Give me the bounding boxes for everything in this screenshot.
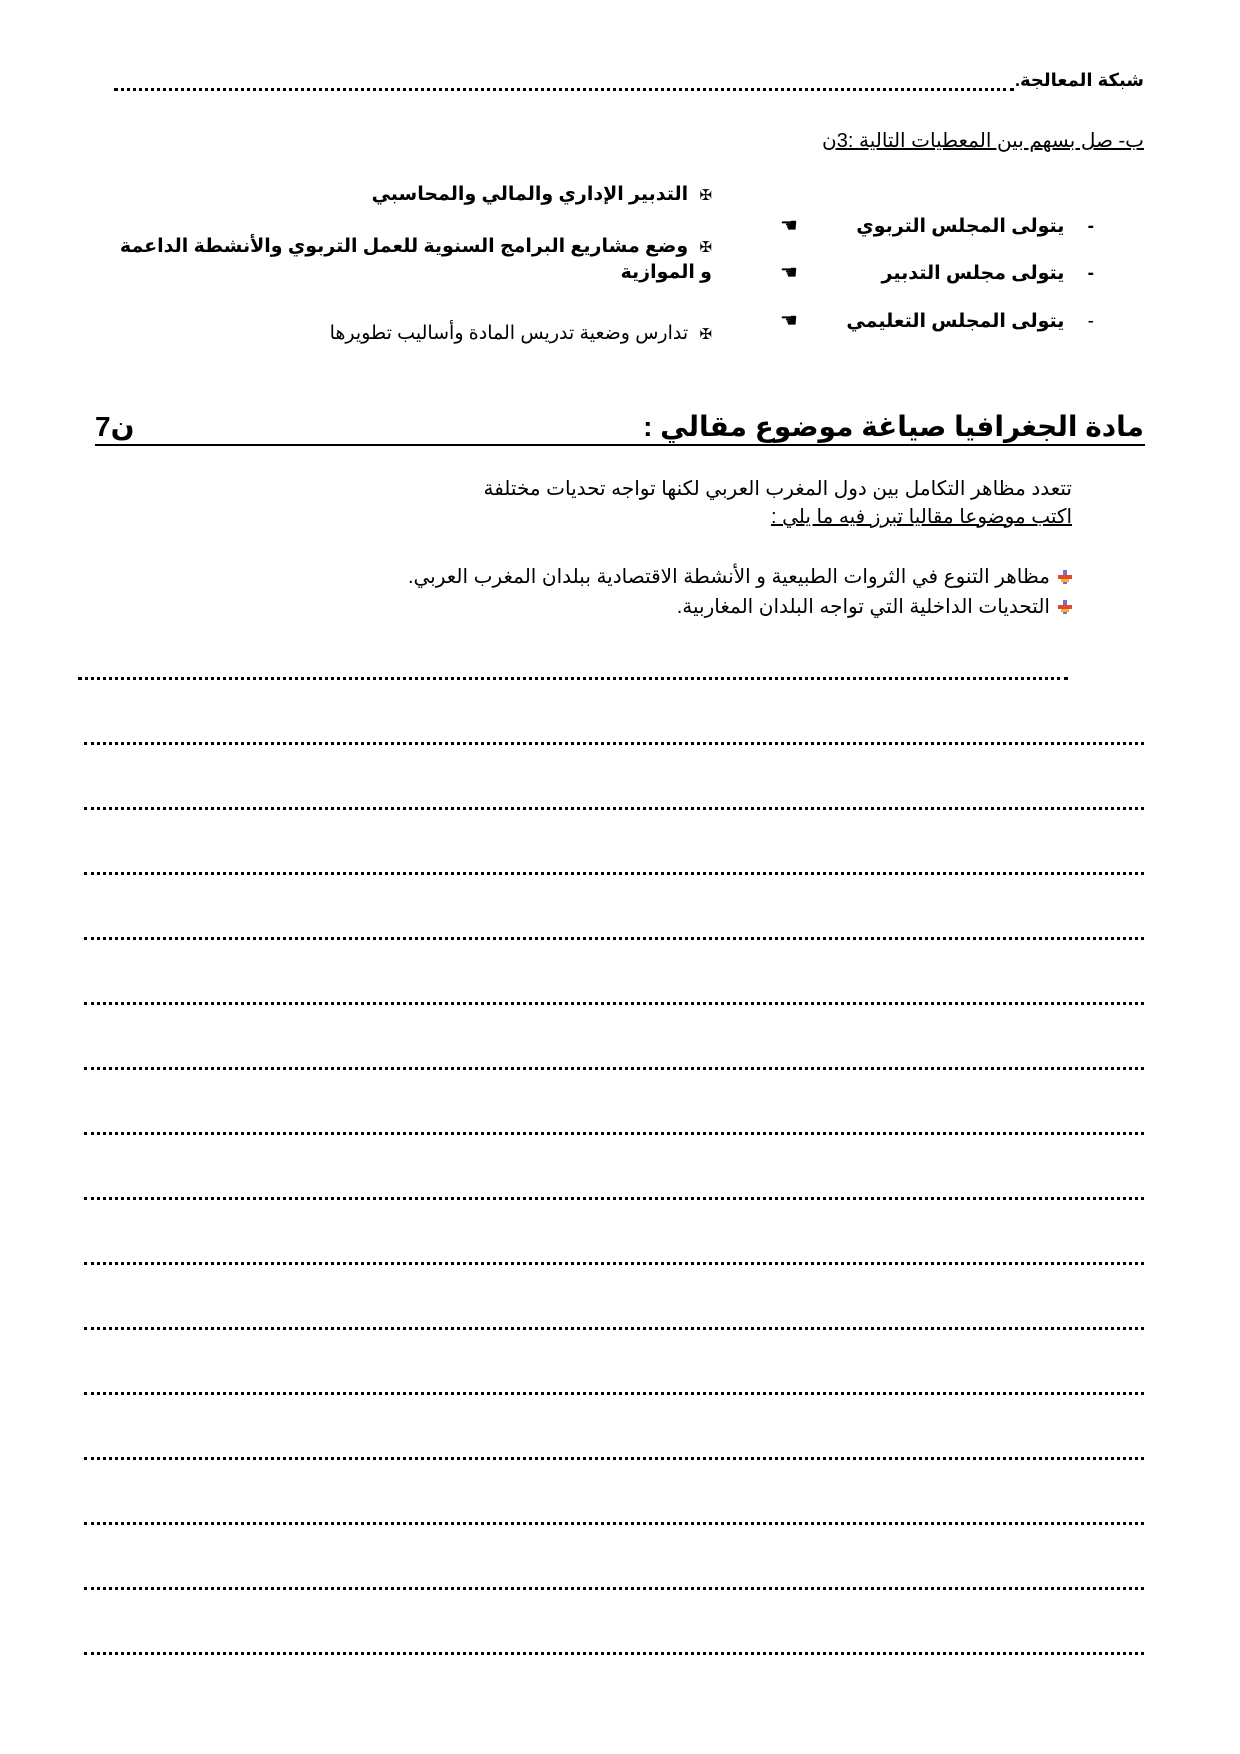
- answer-line[interactable]: [84, 1522, 1144, 1525]
- grid-dotted-line: [114, 88, 1014, 91]
- prompt-instruction: اكتب موضوعا مقاليا تبرز فيه ما يلي :: [770, 506, 1072, 528]
- answer-line[interactable]: [84, 1067, 1144, 1070]
- answer-line[interactable]: [84, 1457, 1144, 1460]
- matching-instruction: ب- صل بسهم بين المعطيات التالية :3ن: [822, 130, 1144, 152]
- answer-line[interactable]: [84, 1197, 1144, 1200]
- cross-bullet-icon: ✠: [699, 187, 712, 204]
- council-item-3: [846, 310, 1094, 333]
- prompt-bullet-2: [677, 594, 1072, 619]
- pointing-hand-icon: ☚: [780, 215, 798, 237]
- grid-label: شبكة المعالجة.: [1015, 70, 1144, 90]
- answer-line[interactable]: [84, 1327, 1144, 1330]
- answer-line[interactable]: [84, 1132, 1144, 1135]
- pointing-hand-icon: ☚: [780, 262, 798, 284]
- council-item-3-text: يتولى المجلس التعليمي: [846, 311, 1065, 332]
- answer-line[interactable]: [84, 1652, 1144, 1655]
- section-title: مادة الجغرافيا صياغة موضوع مقالي :: [643, 411, 1144, 442]
- arrow-bullet-icon: [1058, 570, 1072, 584]
- prompt-bullet-2-text: التحديات الداخلية التي تواجه البلدان المغاربية.: [676, 596, 1050, 618]
- duty-item-2-text: وضع مشاريع البرامج السنوية للعمل التربوي والأنشطة الداعمة و الموازية: [119, 236, 712, 283]
- arrow-bullet-icon: [1058, 600, 1072, 614]
- duty-item-1-text: التدبير الإداري والمالي والمحاسبي: [371, 184, 689, 205]
- council-item-2: [882, 262, 1094, 285]
- council-item-1: [856, 215, 1094, 238]
- answer-line[interactable]: [84, 1002, 1144, 1005]
- duty-item-3: [112, 323, 712, 346]
- pointing-hand-icon: ☚: [780, 310, 798, 332]
- prompt-intro: تتعدد مظاهر التكامل بين دول المغرب العربي لكنها تواجه تحديات مختلفة: [483, 478, 1072, 500]
- section-points: 7ن: [95, 411, 135, 442]
- answer-line[interactable]: [84, 1392, 1144, 1395]
- duty-item-1: [122, 184, 712, 207]
- answer-line[interactable]: [78, 677, 1068, 680]
- answer-line[interactable]: [84, 742, 1144, 745]
- duty-item-2: [112, 234, 712, 285]
- council-item-2-dash: -: [1087, 263, 1094, 284]
- answer-line[interactable]: [84, 937, 1144, 940]
- section-title-rule: [95, 444, 1145, 446]
- cross-bullet-icon: ✠: [699, 239, 712, 256]
- council-item-1-text: يتولى المجلس التربوي: [856, 216, 1065, 237]
- council-item-2-text: يتولى مجلس التدبير: [881, 263, 1065, 284]
- answer-line[interactable]: [84, 872, 1144, 875]
- answer-line[interactable]: [84, 1587, 1144, 1590]
- council-item-1-dash: -: [1087, 216, 1094, 237]
- council-item-3-dash: -: [1087, 311, 1094, 332]
- prompt-bullet-1-text: مظاهر التنوع في الثروات الطبيعية و الأنشطة الاقتصادية ببلدان المغرب العربي.: [407, 566, 1050, 588]
- answer-line[interactable]: [84, 807, 1144, 810]
- duty-item-3-text: تدارس وضعية تدريس المادة وأساليب تطويرها: [329, 323, 689, 344]
- prompt-bullet-1: [408, 564, 1072, 589]
- cross-bullet-icon: ✠: [699, 326, 712, 343]
- answer-line[interactable]: [84, 1262, 1144, 1265]
